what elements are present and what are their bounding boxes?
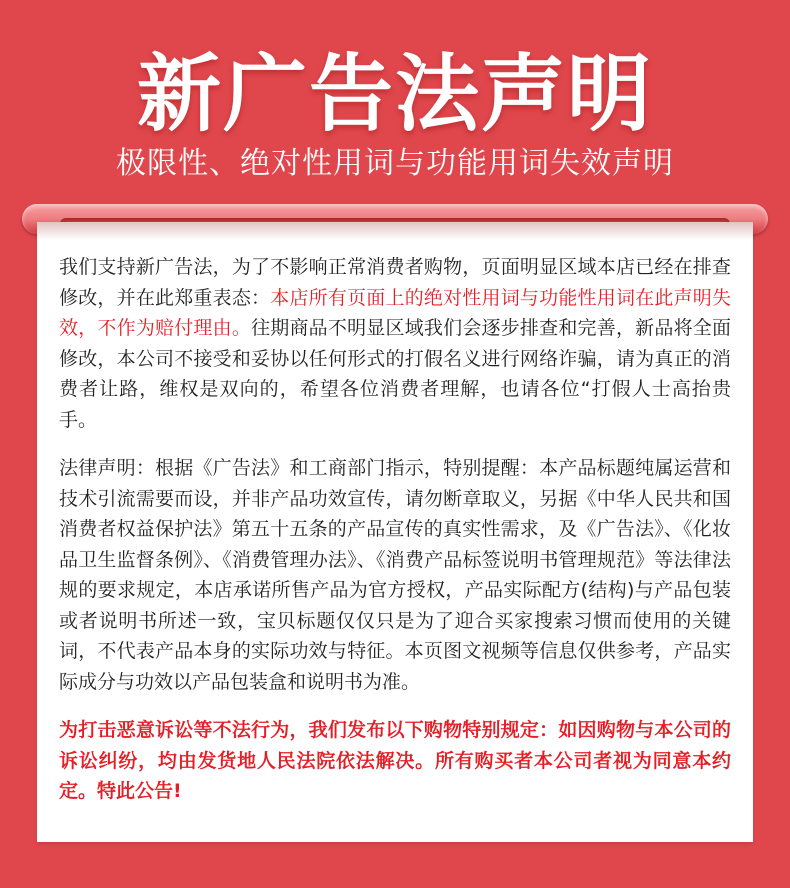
support-statement-paragraph bbox=[59, 252, 731, 435]
special-provision-paragraph: 为打击恶意诉讼等不法行为，我们发布以下购物特别规定：如因购物与本公司的诉讼纠纷，均由发货地人民法院依法解决。所有购买者本公司者视为同意本约定。特此公告! bbox=[59, 719, 731, 802]
support-statement-intro: 我们支持新广告法，为了不影响正常消费者购物，页面明显区域本店已经在排查修改，并在此郑重表态： bbox=[59, 256, 731, 309]
support-statement-rest: 往期商品不明显区域我们会逐步排查和完善，新品将全面修改，本公司不接受和妥协以任何形式的打假名义进行网络诈骗，请为真正的消费者让路，维权是双向的，希望各位消费者理解，也请各位“打假人士高抬贵手。 bbox=[59, 317, 731, 431]
legal-statement-paragraph: 法律声明：根据《广告法》和工商部门指示，特别提醒：本产品标题纯属运营和技术引流需要而设，并非产品功效宣传，请勿断章取义，另据《中华人民共和国消费者权益保护法》第五十五条的产品宣传的真实性需求，及《广告法》、《化妆品卫生监督条例》、《消费管理办法》、《消费产品标签说明书管理规范》等法律法规的要求规定，本店承诺所售产品为官方授权，产品实际配方(结构)与产品包装或者说明书所述一致，宝贝标题仅仅只是为了迎合买家搜索习惯而使用的关键词，不代表产品本身的实际功效与特征。本页图文视频等信息仅供参考，产品实际成分与功效以产品包装盒和说明书为准。 bbox=[59, 457, 731, 693]
statement-paper bbox=[37, 222, 753, 842]
page-subtitle: 极限性、绝对性用词与功能用词失效声明 bbox=[116, 146, 674, 181]
invalid-words-declaration: 本店所有页面上的绝对性用词与功能性用词在此声明失效，不作为赔付理由。 bbox=[59, 286, 731, 339]
page-title: 新广告法声明 bbox=[136, 45, 653, 143]
